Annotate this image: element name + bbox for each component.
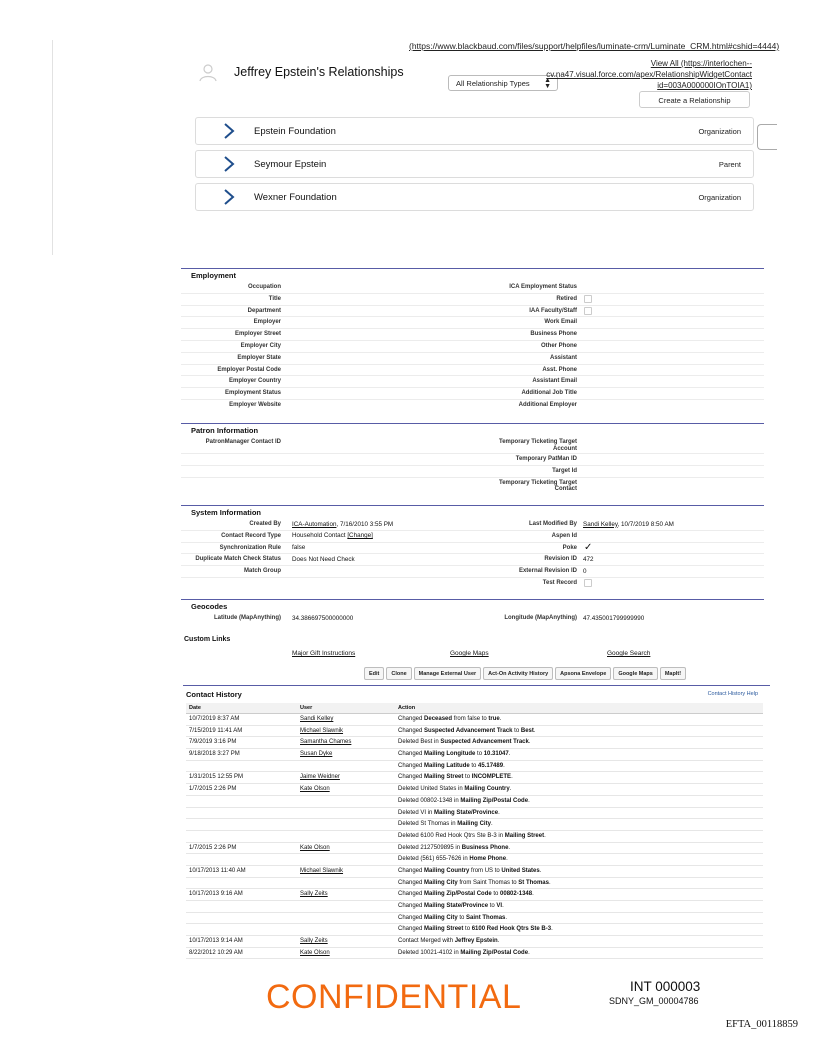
relationships-title: Jeffrey Epstein's Relationships: [234, 65, 404, 79]
history-action: Deleted 2127509895 in Business Phone.: [398, 844, 511, 851]
table-row: [186, 819, 763, 831]
sync-value: false: [292, 544, 306, 552]
table-row: [186, 831, 763, 843]
field-label: Employer State: [237, 354, 281, 361]
table-row: [186, 761, 763, 773]
field-label: Temporary Ticketing Target Contact: [498, 479, 577, 493]
history-user-link[interactable]: Jaime Weidner: [300, 774, 340, 781]
history-date: 10/17/2013 11:40 AM: [189, 867, 246, 874]
chevron-right-icon[interactable]: [223, 189, 235, 205]
history-action: Changed Mailing City to Saint Thomas.: [398, 914, 508, 921]
field-row: [181, 531, 764, 543]
action-button-bar: [364, 667, 686, 680]
history-action: Changed Mailing State/Province to VI.: [398, 903, 504, 909]
history-action: Changed Mailing Country from US to United States.: [398, 867, 542, 874]
modified-by-user-link[interactable]: Sandi Kelley: [583, 520, 618, 528]
employment-fields: [181, 282, 764, 412]
field-row: [181, 400, 764, 412]
relationship-person-icon: [197, 61, 219, 83]
history-action: Deleted 10021-4102 in Mailing Zip/Postal Code.: [398, 949, 530, 956]
field-row: [181, 294, 764, 306]
field-label: Employer City: [240, 342, 281, 349]
table-row: [186, 749, 763, 761]
table-row: [186, 843, 763, 855]
contact-history-table: [186, 703, 763, 959]
history-action: Changed Mailing City from Saint Thomas to St Thomas.: [398, 879, 551, 886]
view-all-link[interactable]: [546, 58, 752, 91]
history-action: Changed Mailing Zip/Postal Code to 00802-1348.: [398, 891, 534, 898]
field-label: Employment Status: [224, 390, 281, 397]
history-action: Changed Mailing Longitude to 10.31047.: [398, 751, 511, 758]
history-user-link[interactable]: Kate Olson: [300, 949, 330, 956]
modified-by-value: Sandi Kelley, 10/7/2019 8:50 AM: [583, 520, 674, 528]
table-row: [186, 737, 763, 749]
change-record-type-link[interactable]: [Change]: [347, 532, 373, 540]
relationship-type-select[interactable]: [448, 75, 558, 91]
table-row: [186, 889, 763, 901]
apsona-envelope-button[interactable]: Apsona Envelope: [555, 667, 611, 680]
table-row: [186, 808, 763, 820]
help-url-link[interactable]: (https://www.blackbaud.com/files/support/helpfiles/luminate-crm/Luminate_CRM.html#cshid=4444): [409, 41, 780, 51]
field-row: [181, 554, 764, 566]
field-label: PatronManager Contact ID: [205, 439, 281, 445]
ext-revision-value: 0: [583, 567, 587, 575]
field-row: [181, 466, 764, 478]
relationship-name: Seymour Epstein: [254, 159, 327, 170]
created-by-user-link[interactable]: ICA-Automation: [292, 520, 337, 528]
field-label: Latitude (MapAnything): [214, 615, 281, 621]
employment-section: [181, 268, 764, 412]
field-row: [181, 341, 764, 353]
history-action: Contact Merged with Jeffrey Epstein.: [398, 938, 500, 945]
patron-title: Patron Information: [191, 426, 259, 435]
checkmark-icon: ✓: [584, 541, 593, 553]
major-gift-link[interactable]: Major Gift Instructions: [292, 650, 356, 657]
efta-number: EFTA_00118859: [725, 1019, 798, 1030]
chevron-right-icon[interactable]: [223, 156, 235, 172]
table-row: [186, 796, 763, 808]
user-column-header: User: [300, 705, 313, 711]
field-label: Business Phone: [530, 331, 577, 338]
history-user-link[interactable]: Susan Dyke: [300, 751, 333, 758]
longitude-value: 47.435001799999990: [583, 614, 645, 622]
table-row: [186, 936, 763, 948]
field-row: [181, 329, 764, 341]
field-label: Retired: [556, 295, 577, 302]
field-label: Assistant Email: [532, 378, 577, 385]
field-label: Longitude (MapAnything): [504, 615, 577, 621]
table-row: [186, 913, 763, 925]
history-action: Deleted 6100 Red Hook Qtrs Ste B-3 in Mailing Street.: [398, 832, 546, 839]
view-all-line-1: View All (https://interlochen--: [650, 59, 752, 68]
custom-links-title: Custom Links: [184, 636, 231, 643]
history-user-link[interactable]: Sandi Kelley: [300, 716, 334, 722]
geocodes-section: [181, 599, 764, 625]
contact-history-section: [183, 685, 770, 1005]
relationship-row[interactable]: [195, 150, 754, 178]
field-label: Aspen Id: [551, 532, 577, 539]
field-label: Employer Postal Code: [217, 366, 281, 373]
field-label: Assistant: [549, 354, 577, 361]
employment-title: Employment: [191, 271, 237, 280]
field-label: External Revision ID: [518, 568, 577, 575]
view-all-line-3: id=003A000000IOnTOIA1): [657, 81, 752, 90]
test-record-checkbox: [584, 579, 592, 587]
field-label: Other Phone: [540, 342, 577, 349]
revision-value: 472: [583, 555, 594, 563]
history-user-link[interactable]: Sally Zeits: [300, 891, 328, 898]
select-arrows-icon: ▲ ▼: [544, 77, 551, 90]
iaa-faculty-checkbox: [584, 307, 592, 315]
relationship-name: Epstein Foundation: [254, 126, 336, 137]
clone-button[interactable]: Clone: [386, 667, 411, 680]
history-date: 10/7/2019 8:37 AM: [189, 716, 240, 722]
history-date: 10/17/2013 9:14 AM: [189, 938, 243, 945]
chevron-right-icon[interactable]: [223, 123, 235, 139]
history-action: Deleted Best in Suspected Advancement Track.: [398, 739, 531, 746]
field-label: Work Email: [544, 319, 577, 326]
table-row: [186, 878, 763, 890]
field-label: Duplicate Match Check Status: [195, 556, 281, 563]
date-column-header: Date: [189, 705, 201, 711]
edit-button[interactable]: Edit: [364, 667, 384, 680]
field-row: [181, 566, 764, 578]
google-maps-link[interactable]: Google Maps: [450, 650, 489, 657]
contact-history-title: Contact History: [186, 690, 242, 699]
history-date: 10/17/2013 9:16 AM: [189, 891, 243, 898]
table-row: [186, 714, 763, 726]
history-user-link[interactable]: Sally Zeits: [300, 938, 328, 945]
created-by-value: ICA-Automation, 7/16/2010 3:55 PM: [292, 520, 394, 528]
field-row: [181, 353, 764, 365]
field-label: Occupation: [247, 284, 281, 290]
field-label: Employer Country: [228, 378, 281, 385]
field-row: [181, 365, 764, 377]
view-all-line-2: cv.na47.visual.force.com/apex/RelationshipWidgetContact: [546, 70, 752, 79]
field-label: ICA Employment Status: [509, 284, 577, 290]
history-action: Deleted (561) 655-7626 in Home Phone.: [398, 856, 508, 863]
table-row: [186, 924, 763, 936]
table-header: [186, 703, 763, 714]
int-number: INT 000003: [630, 979, 701, 994]
field-label: Test Record: [542, 579, 577, 586]
field-row: [181, 376, 764, 388]
field-label: Temporary PatMan ID: [515, 456, 577, 462]
field-label: Temporary Ticketing Target Account: [498, 439, 577, 452]
create-relationship-button[interactable]: Create a Relationship: [639, 91, 750, 108]
history-date: 9/18/2018 3:27 PM: [189, 751, 240, 758]
contact-history-help-link[interactable]: Contact History Help: [707, 691, 758, 697]
field-label: Employer Street: [234, 331, 281, 338]
relationship-name: Wexner Foundation: [254, 192, 337, 203]
field-label: Department: [247, 307, 281, 314]
history-date: 7/15/2019 11:41 AM: [189, 727, 243, 734]
field-label: Additional Job Title: [521, 390, 577, 397]
table-row: [186, 901, 763, 913]
manage-external-user-button[interactable]: Manage External User: [414, 667, 481, 680]
history-action: Deleted St Thomas in Mailing City.: [398, 821, 493, 828]
history-date: 1/31/2015 12:55 PM: [189, 774, 244, 781]
relationship-row[interactable]: [195, 183, 754, 211]
history-user-link[interactable]: Kate Olson: [300, 786, 330, 793]
side-panel-tab[interactable]: [757, 124, 777, 150]
field-label: Employer: [253, 319, 281, 326]
field-label: Additional Employer: [518, 401, 577, 408]
field-label: Revision ID: [544, 556, 577, 563]
table-row: [186, 772, 763, 784]
history-user-link[interactable]: Michael Slawnik: [300, 867, 344, 874]
system-section: [181, 505, 764, 590]
field-row: [181, 282, 764, 294]
history-date: 1/7/2015 2:26 PM: [189, 786, 237, 793]
field-label: Contact Record Type: [221, 532, 281, 539]
table-row: [186, 948, 763, 960]
history-action: Changed Mailing Street to 6100 Red Hook Qtrs Ste B-3.: [398, 926, 553, 933]
confidential-stamp: CONFIDENTIAL: [266, 978, 522, 1016]
table-row: [186, 854, 763, 866]
dup-check-value: Does Not Need Check: [292, 555, 355, 563]
history-action: Deleted VI in Mailing State/Province.: [398, 809, 500, 816]
relationship-type: Organization: [698, 193, 741, 202]
relationship-type: Parent: [718, 160, 741, 169]
field-label: Poke: [562, 544, 577, 551]
history-action: Deleted United States in Mailing Country.: [398, 786, 512, 793]
field-label: Created By: [249, 521, 281, 527]
history-user-link[interactable]: Kate Olson: [300, 844, 330, 851]
field-row: [181, 478, 764, 495]
field-row: [181, 317, 764, 329]
relationship-type-value: All Relationship Types: [456, 79, 530, 88]
field-label: Employer Website: [229, 401, 281, 408]
history-action: Deleted 00802-1348 in Mailing Zip/Postal Code.: [398, 797, 530, 804]
field-row: [181, 437, 764, 454]
history-action: Changed Mailing Street to INCOMPLETE.: [398, 774, 513, 781]
google-search-link[interactable]: Google Search: [607, 650, 651, 657]
bates-number: SDNY_GM_00004786: [609, 996, 699, 1006]
relationship-row[interactable]: [195, 117, 754, 145]
field-row: [181, 519, 764, 531]
history-action: Changed Mailing Latitude to 45.17489.: [398, 762, 505, 769]
page-left-rule: [52, 40, 53, 255]
field-row: [181, 454, 764, 466]
field-row: [181, 306, 764, 318]
field-label: Last Modified By: [528, 521, 577, 527]
history-date: 8/22/2012 10:29 AM: [189, 949, 243, 956]
history-date: 7/9/2019 3:16 PM: [189, 739, 237, 746]
field-row: [181, 388, 764, 400]
record-type-value: Household Contact [Change]: [292, 532, 373, 540]
system-title: System Information: [191, 508, 262, 517]
relationship-type: Organization: [698, 127, 741, 136]
field-label: Synchronization Rule: [219, 544, 281, 551]
act-on-history-button[interactable]: Act-On Activity History: [483, 667, 553, 680]
retired-checkbox: [584, 295, 592, 303]
mapit-button[interactable]: MapIt!: [660, 667, 686, 680]
patron-section: [181, 423, 764, 495]
field-row: [181, 613, 764, 625]
google-maps-button[interactable]: Google Maps: [613, 667, 658, 680]
field-row: [181, 543, 764, 555]
geocodes-title: Geocodes: [191, 602, 228, 611]
history-user-link[interactable]: Michael Slawnik: [300, 727, 344, 734]
field-label: Asst. Phone: [542, 366, 577, 373]
table-row: [186, 726, 763, 738]
table-row: [186, 784, 763, 796]
history-action: Changed Suspected Advancement Track to Best.: [398, 727, 536, 734]
field-label: Match Group: [244, 568, 281, 575]
field-label: Title: [268, 295, 281, 302]
history-action: Changed Deceased from false to true.: [398, 716, 502, 722]
latitude-value: 34.386697500000000: [292, 614, 354, 622]
field-label: IAA Faculty/Staff: [529, 307, 577, 314]
action-column-header: Action: [398, 705, 416, 711]
field-row: [181, 578, 764, 590]
table-row: [186, 866, 763, 878]
history-user-link[interactable]: Samantha Chames: [300, 739, 352, 746]
history-date: 1/7/2015 2:26 PM: [189, 844, 237, 851]
field-label: Target Id: [552, 467, 577, 474]
